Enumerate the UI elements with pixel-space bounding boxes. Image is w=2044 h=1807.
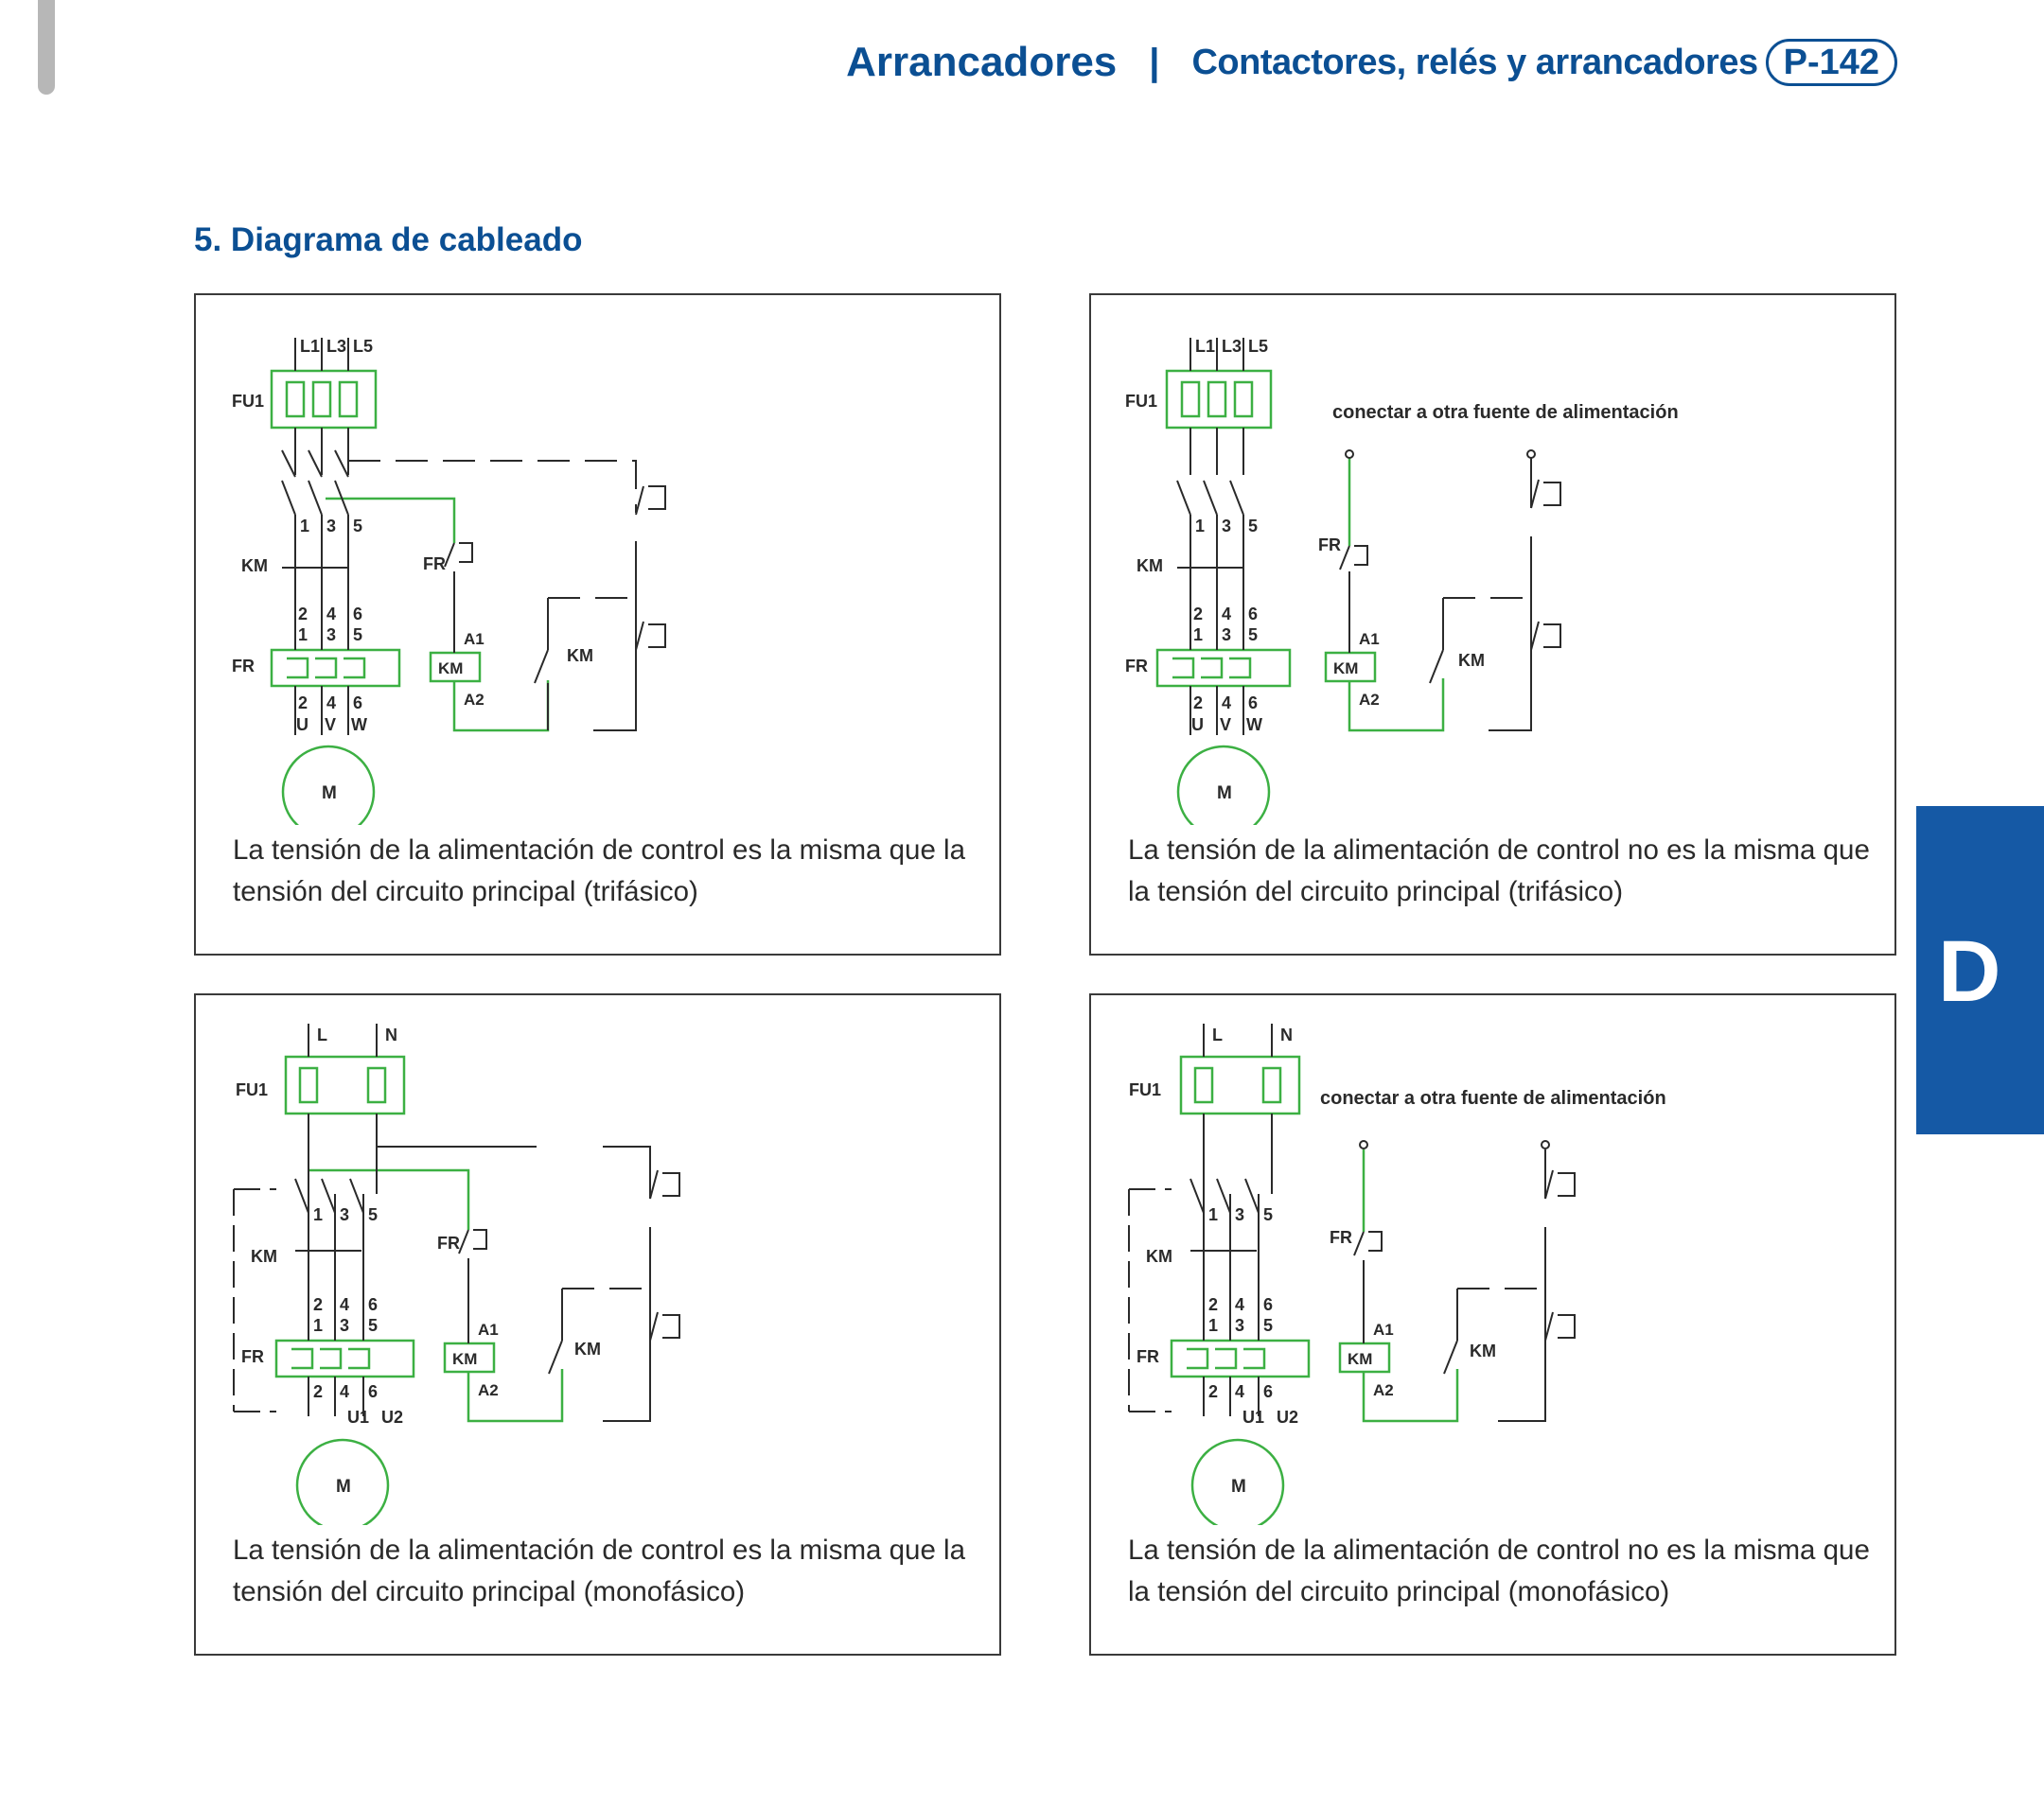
caption bbox=[1128, 830, 1885, 913]
page-header bbox=[846, 25, 1897, 100]
label-n1: 1 bbox=[300, 517, 310, 535]
label-L: L bbox=[1212, 1026, 1223, 1044]
label-n4: 4 bbox=[340, 1295, 350, 1314]
label-n3: 3 bbox=[1235, 1205, 1245, 1224]
caption-line-2: la tensión del circuito principal (trifásico) bbox=[1128, 876, 1624, 907]
label-n5: 5 bbox=[1263, 1205, 1274, 1224]
label-coil-KM: KM bbox=[438, 659, 464, 677]
caption-line-2: tensión del circuito principal (trifásico) bbox=[233, 876, 698, 907]
diagram-panel-single-phase-same bbox=[194, 993, 1001, 1656]
label-n2: 2 bbox=[1208, 1295, 1219, 1314]
caption bbox=[1128, 1530, 1885, 1613]
label-n6b: 6 bbox=[353, 693, 363, 712]
label-M: M bbox=[322, 783, 337, 803]
label-coil-KM: KM bbox=[452, 1350, 478, 1368]
label-n1b: 1 bbox=[313, 1316, 324, 1335]
label-coil-KM: KM bbox=[1348, 1350, 1373, 1368]
note-other-supply: conectar a otra fuente de alimentación bbox=[1320, 1088, 1666, 1109]
label-n4: 4 bbox=[1222, 605, 1232, 623]
label-coil-KM: KM bbox=[1333, 659, 1359, 677]
label-n5b: 5 bbox=[1263, 1316, 1274, 1335]
label-V: V bbox=[325, 715, 337, 734]
label-KM-contact: KM bbox=[1470, 1342, 1496, 1360]
label-M: M bbox=[1217, 783, 1232, 803]
wiring-diagram bbox=[1091, 295, 1898, 825]
label-n2b: 2 bbox=[1208, 1382, 1219, 1401]
label-n3b: 3 bbox=[326, 625, 337, 644]
label-A2: A2 bbox=[478, 1381, 499, 1399]
caption-line-1: La tensión de la alimentación de control no es la misma que bbox=[1128, 1535, 1870, 1566]
caption bbox=[233, 830, 990, 913]
label-U1: U1 bbox=[1242, 1408, 1265, 1427]
label-L3: L3 bbox=[326, 337, 347, 356]
label-L1: L1 bbox=[300, 337, 321, 356]
label-n6: 6 bbox=[353, 605, 363, 623]
note-other-supply: conectar a otra fuente de alimentación bbox=[1332, 402, 1679, 423]
label-L1: L1 bbox=[1195, 337, 1216, 356]
label-n1b: 1 bbox=[298, 625, 308, 644]
top-bookmark-bar bbox=[38, 0, 55, 95]
diagram-panel-three-phase-different bbox=[1089, 293, 1896, 956]
caption bbox=[233, 1530, 990, 1613]
label-FR-contact: FR bbox=[437, 1234, 460, 1253]
label-n2b: 2 bbox=[1193, 693, 1204, 712]
label-n1: 1 bbox=[313, 1205, 324, 1224]
label-FU1: FU1 bbox=[1125, 392, 1158, 411]
label-FU1: FU1 bbox=[236, 1080, 269, 1099]
header-section: Arrancadores bbox=[846, 39, 1118, 85]
label-n1: 1 bbox=[1208, 1205, 1219, 1224]
label-A1: A1 bbox=[1373, 1321, 1394, 1339]
label-n1b: 1 bbox=[1208, 1316, 1219, 1335]
label-n3: 3 bbox=[1222, 517, 1232, 535]
label-V: V bbox=[1220, 715, 1232, 734]
label-L3: L3 bbox=[1222, 337, 1242, 356]
label-KM-contact: KM bbox=[567, 646, 593, 665]
section-title: 5. Diagrama de cableado bbox=[194, 221, 583, 258]
label-KM: KM bbox=[1146, 1247, 1172, 1266]
label-n6b: 6 bbox=[1263, 1382, 1274, 1401]
label-n3b: 3 bbox=[340, 1316, 350, 1335]
label-L: L bbox=[317, 1026, 327, 1044]
header-title: Contactores, relés y arrancadores bbox=[1191, 42, 1758, 82]
label-n6: 6 bbox=[1248, 605, 1259, 623]
diagram-panel-single-phase-different bbox=[1089, 993, 1896, 1656]
label-FR: FR bbox=[241, 1347, 264, 1366]
label-U: U bbox=[1191, 715, 1204, 734]
label-FU1: FU1 bbox=[232, 392, 265, 411]
label-n5: 5 bbox=[368, 1205, 379, 1224]
label-A2: A2 bbox=[464, 691, 485, 709]
label-n6b: 6 bbox=[368, 1382, 379, 1401]
label-U2: U2 bbox=[381, 1408, 404, 1427]
label-KM: KM bbox=[251, 1247, 277, 1266]
label-n5b: 5 bbox=[353, 625, 363, 644]
label-KM: KM bbox=[1137, 556, 1163, 575]
label-n1b: 1 bbox=[1193, 625, 1204, 644]
caption-line-2: tensión del circuito principal (monofásico) bbox=[233, 1576, 746, 1607]
label-n6: 6 bbox=[368, 1295, 379, 1314]
label-U1: U1 bbox=[347, 1408, 370, 1427]
label-n3: 3 bbox=[326, 517, 337, 535]
label-A1: A1 bbox=[478, 1321, 499, 1339]
label-n5: 5 bbox=[353, 517, 363, 535]
label-n4: 4 bbox=[1235, 1295, 1245, 1314]
label-n6: 6 bbox=[1263, 1295, 1274, 1314]
page-number-badge: P-142 bbox=[1766, 39, 1897, 86]
label-FR-contact: FR bbox=[1318, 535, 1341, 554]
label-n2: 2 bbox=[1193, 605, 1204, 623]
diagram-panel-three-phase-same bbox=[194, 293, 1001, 956]
label-n3b: 3 bbox=[1222, 625, 1232, 644]
label-A1: A1 bbox=[464, 630, 485, 648]
wiring-diagram bbox=[196, 995, 1003, 1525]
label-n5: 5 bbox=[1248, 517, 1259, 535]
side-tab-letter: D bbox=[1938, 923, 2001, 1020]
label-FR: FR bbox=[232, 657, 255, 675]
label-N: N bbox=[1280, 1026, 1293, 1044]
label-n6b: 6 bbox=[1248, 693, 1259, 712]
label-n4b: 4 bbox=[340, 1382, 350, 1401]
label-n3: 3 bbox=[340, 1205, 350, 1224]
label-L5: L5 bbox=[1248, 337, 1269, 356]
wiring-diagram bbox=[196, 295, 1003, 825]
label-n1: 1 bbox=[1195, 517, 1206, 535]
label-A1: A1 bbox=[1359, 630, 1380, 648]
label-FR: FR bbox=[1137, 1347, 1159, 1366]
label-KM: KM bbox=[241, 556, 268, 575]
label-U: U bbox=[296, 715, 308, 734]
label-L5: L5 bbox=[353, 337, 374, 356]
label-n2b: 2 bbox=[313, 1382, 324, 1401]
label-W: W bbox=[351, 715, 367, 734]
header-separator: | bbox=[1149, 41, 1160, 83]
label-n4b: 4 bbox=[326, 693, 337, 712]
label-N: N bbox=[385, 1026, 397, 1044]
label-n3b: 3 bbox=[1235, 1316, 1245, 1335]
label-M: M bbox=[1231, 1477, 1246, 1497]
label-KM-contact: KM bbox=[574, 1340, 601, 1359]
label-n5b: 5 bbox=[1248, 625, 1259, 644]
label-n5b: 5 bbox=[368, 1316, 379, 1335]
label-KM-contact: KM bbox=[1458, 651, 1485, 670]
label-M: M bbox=[336, 1477, 351, 1497]
caption-line-1: La tensión de la alimentación de control es la misma que la bbox=[233, 1535, 966, 1566]
label-FR: FR bbox=[1125, 657, 1148, 675]
label-FR-contact: FR bbox=[423, 554, 446, 573]
label-FR-contact: FR bbox=[1330, 1228, 1352, 1247]
label-A2: A2 bbox=[1373, 1381, 1394, 1399]
caption-line-1: La tensión de la alimentación de control no es la misma que bbox=[1128, 834, 1870, 866]
label-W: W bbox=[1246, 715, 1262, 734]
caption-line-2: la tensión del circuito principal (monofásico) bbox=[1128, 1576, 1670, 1607]
label-n2: 2 bbox=[298, 605, 308, 623]
label-FU1: FU1 bbox=[1129, 1080, 1162, 1099]
wiring-diagram bbox=[1091, 995, 1898, 1525]
label-U2: U2 bbox=[1277, 1408, 1299, 1427]
label-A2: A2 bbox=[1359, 691, 1380, 709]
label-n2: 2 bbox=[313, 1295, 324, 1314]
label-n4: 4 bbox=[326, 605, 337, 623]
label-n4b: 4 bbox=[1235, 1382, 1245, 1401]
label-n2b: 2 bbox=[298, 693, 308, 712]
caption-line-1: La tensión de la alimentación de control es la misma que la bbox=[233, 834, 966, 866]
label-n4b: 4 bbox=[1222, 693, 1232, 712]
